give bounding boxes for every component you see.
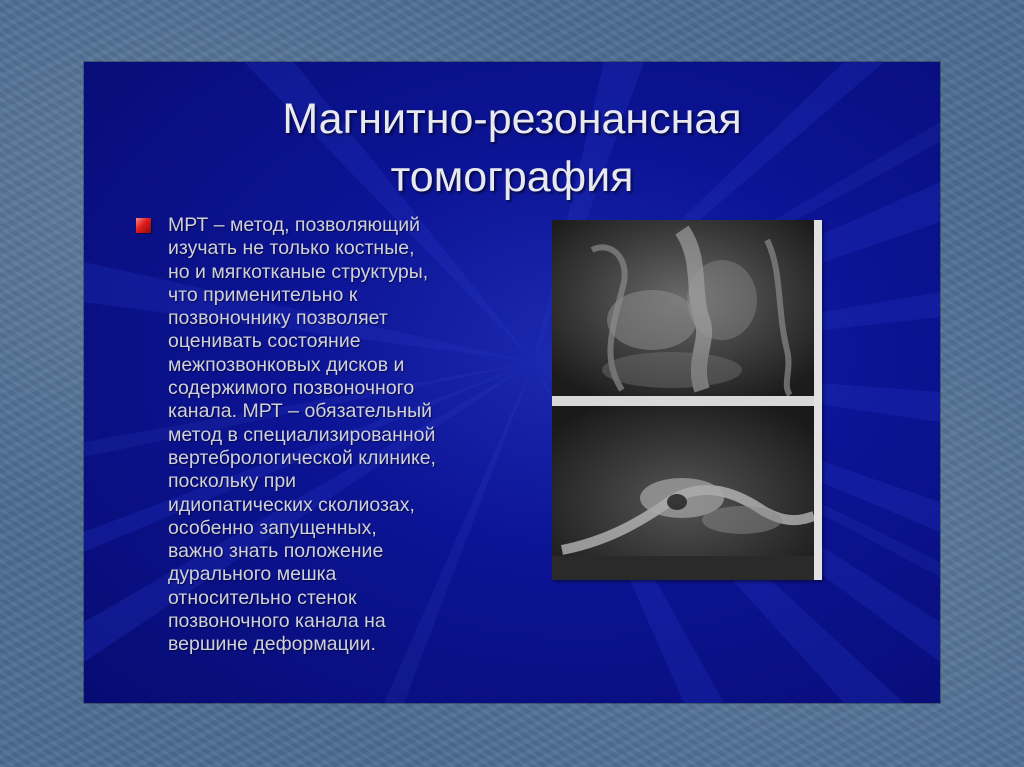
- slide-title-line-1: Магнитно-резонансная: [282, 95, 742, 143]
- bullet-square-icon: [136, 218, 151, 233]
- bullet-text: МРТ – метод, позволяющий изучать не только костные, но и мягкотканые структуры, что применительно к позвоночнику позволяет оценивать состояние межпозвонковых дисков и содержимого позвоночного канала. МРТ – обязательный метод в специализированной вертебрологической клинике, поскольку при идиопатических сколиозах, особенно запущенных, важно знать положение дурального мешка относительно стенок позвоночного канала на вершине деформации.: [168, 214, 436, 656]
- slide: [84, 62, 940, 703]
- mri-scan-graphic: [552, 220, 822, 580]
- slide-title: [84, 90, 940, 206]
- mri-scan-image: [552, 220, 822, 580]
- slide-title-line-2: томография: [390, 153, 634, 201]
